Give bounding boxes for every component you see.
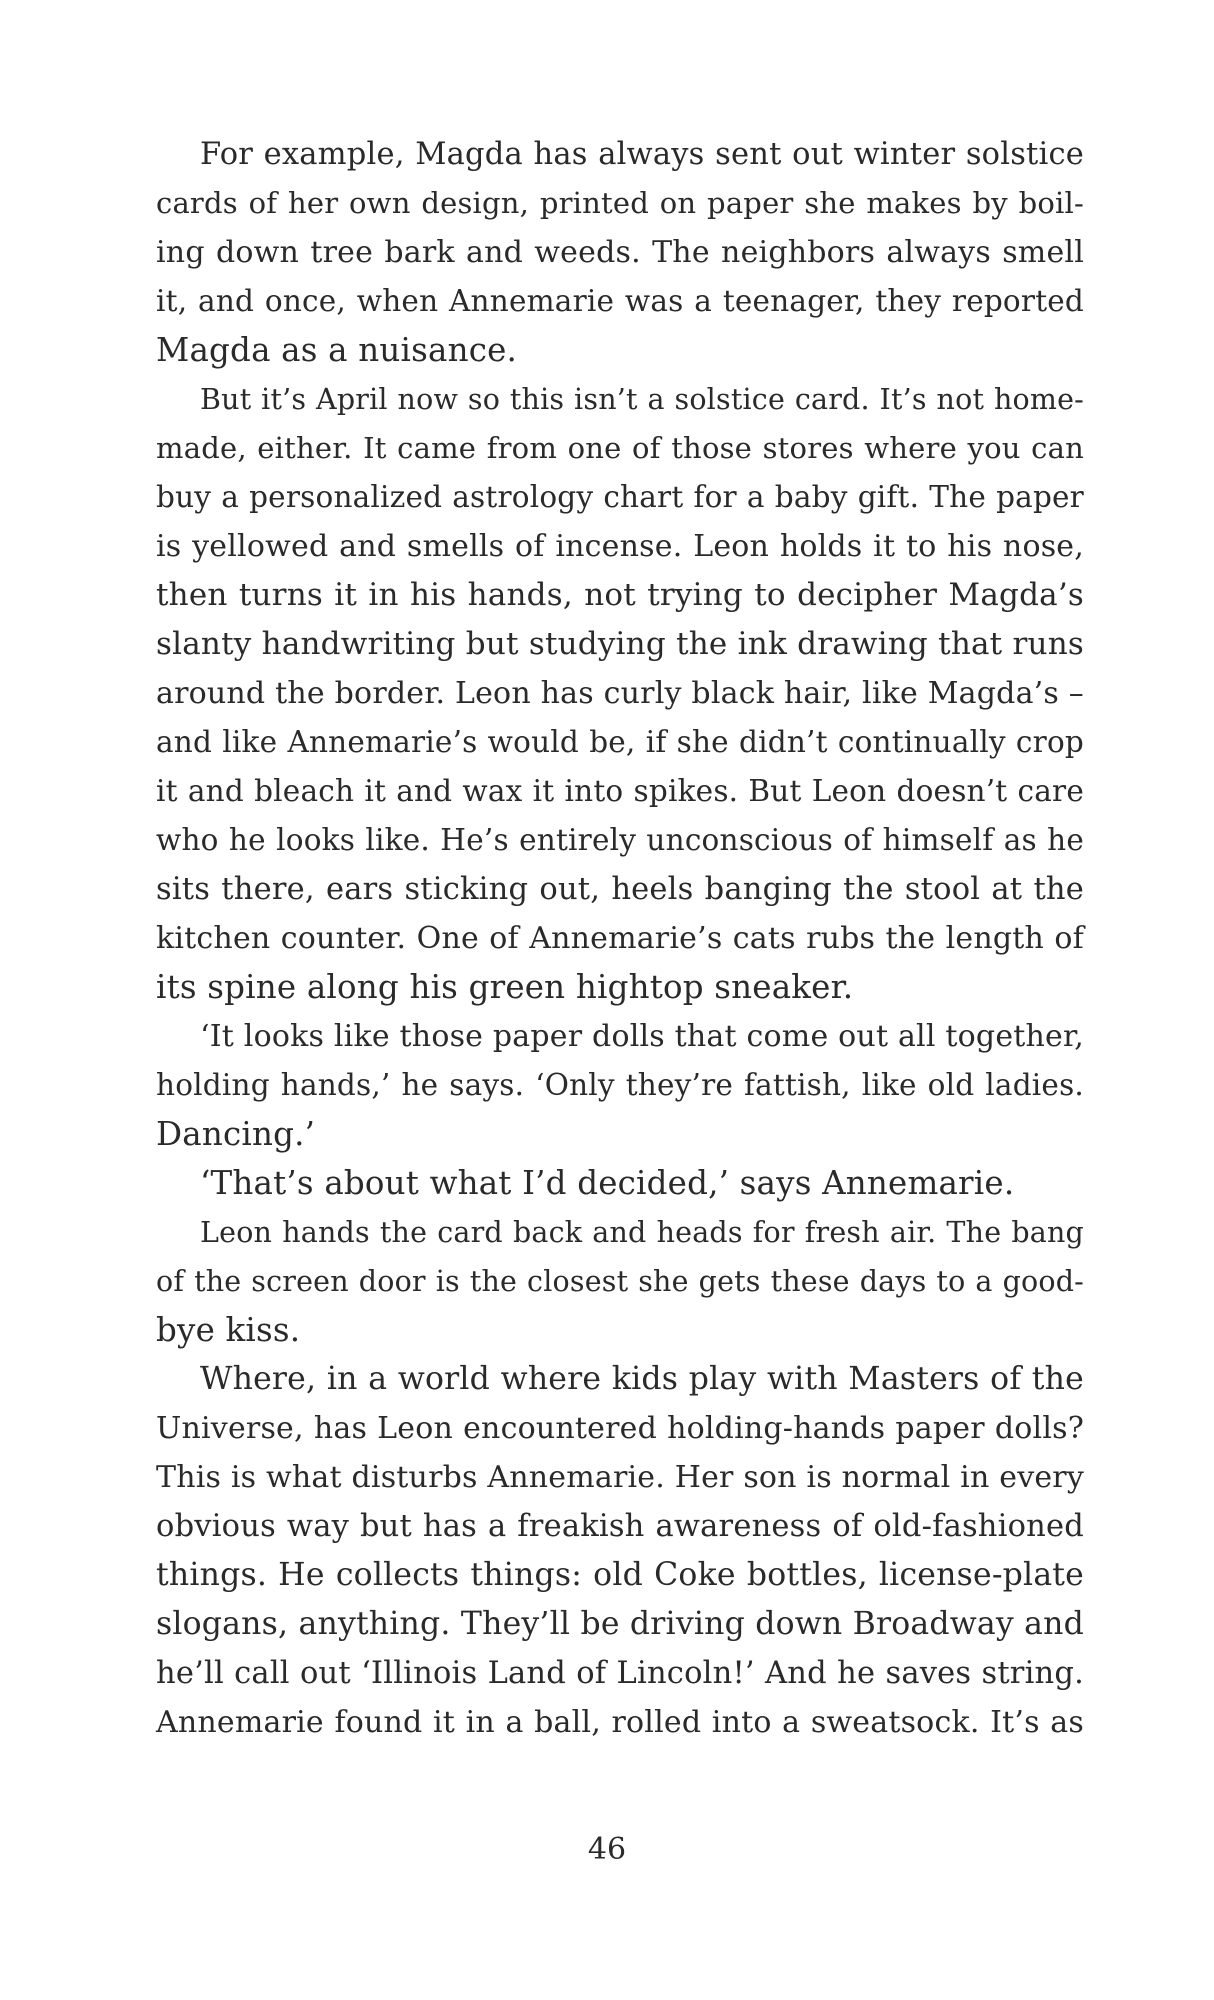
text-line: obvious way but has a freakish awareness of old-fashioned [156, 1509, 1084, 1544]
text-line: it, and once, when Annemarie was a teenager, they reported [156, 284, 1084, 318]
text-line: things. He collects things: old Coke bottles, license-plate [156, 1557, 1084, 1593]
text-line: and like Annemarie’s would be, if she didn’t continually crop [156, 725, 1084, 759]
text-line: ‘It looks like those paper dolls that come out all together, [200, 1019, 1084, 1054]
text-line: Where, in a world where kids play with Masters of the [200, 1361, 1084, 1397]
text-line: sits there, ears sticking out, heels banging the stool at the [156, 872, 1084, 907]
text-line: bye kiss. [156, 1311, 301, 1349]
text-line: is yellowed and smells of incense. Leon holds it to his nose, [156, 529, 1084, 564]
text-line: Magda as a nuisance. [156, 331, 518, 369]
page-number: 46 [587, 1832, 627, 1867]
text-line: made, either. It came from one of those stores where you can [156, 431, 1084, 465]
body-text [156, 130, 1084, 1747]
text-line: Universe, has Leon encountered holding-hands paper dolls? [156, 1411, 1084, 1446]
text-line: its spine along his green hightop sneaker. [156, 968, 854, 1006]
text-line: ing down tree bark and weeds. The neighbors always smell [156, 235, 1084, 270]
text-line: cards of her own design, printed on paper she makes by boil- [156, 186, 1084, 220]
text-line: Annemarie found it in a ball, rolled into a sweatsock. It’s as [156, 1705, 1084, 1740]
text-line: it and bleach it and wax it into spikes. But Leon doesn’t care [156, 774, 1084, 808]
text-line: For example, Magda has always sent out winter solstice [200, 137, 1084, 172]
text-line: holding hands,’ he says. ‘Only they’re fattish, like old ladies. [156, 1068, 1084, 1102]
text-line: Dancing.’ [156, 1115, 316, 1153]
text-line: slanty handwriting but studying the ink drawing that runs [156, 626, 1084, 662]
text-line: This is what disturbs Annemarie. Her son is normal in every [156, 1460, 1084, 1495]
text-line: kitchen counter. One of Annemarie’s cats rubs the length of [156, 921, 1084, 956]
text-line: of the screen door is the closest she gets these days to a good- [156, 1265, 1084, 1298]
text-line: ‘That’s about what I’d decided,’ says Annemarie. [200, 1164, 1015, 1202]
text-line: then turns it in his hands, not trying to decipher Magda’s [156, 577, 1084, 613]
text-line: around the border. Leon has curly black hair, like Magda’s – [156, 676, 1084, 711]
text-line: slogans, anything. They’ll be driving down Broadway and [156, 1606, 1084, 1642]
text-line: he’ll call out ‘Illinois Land of Lincoln!’ And he saves string. [156, 1656, 1084, 1691]
text-line: But it’s April now so this isn’t a solstice card. It’s not home- [200, 383, 1084, 416]
text-line: who he looks like. He’s entirely unconscious of himself as he [156, 823, 1084, 857]
text-line: Leon hands the card back and heads for fresh air. The bang [200, 1216, 1084, 1249]
text-line: buy a personalized astrology chart for a baby gift. The paper [156, 480, 1084, 514]
